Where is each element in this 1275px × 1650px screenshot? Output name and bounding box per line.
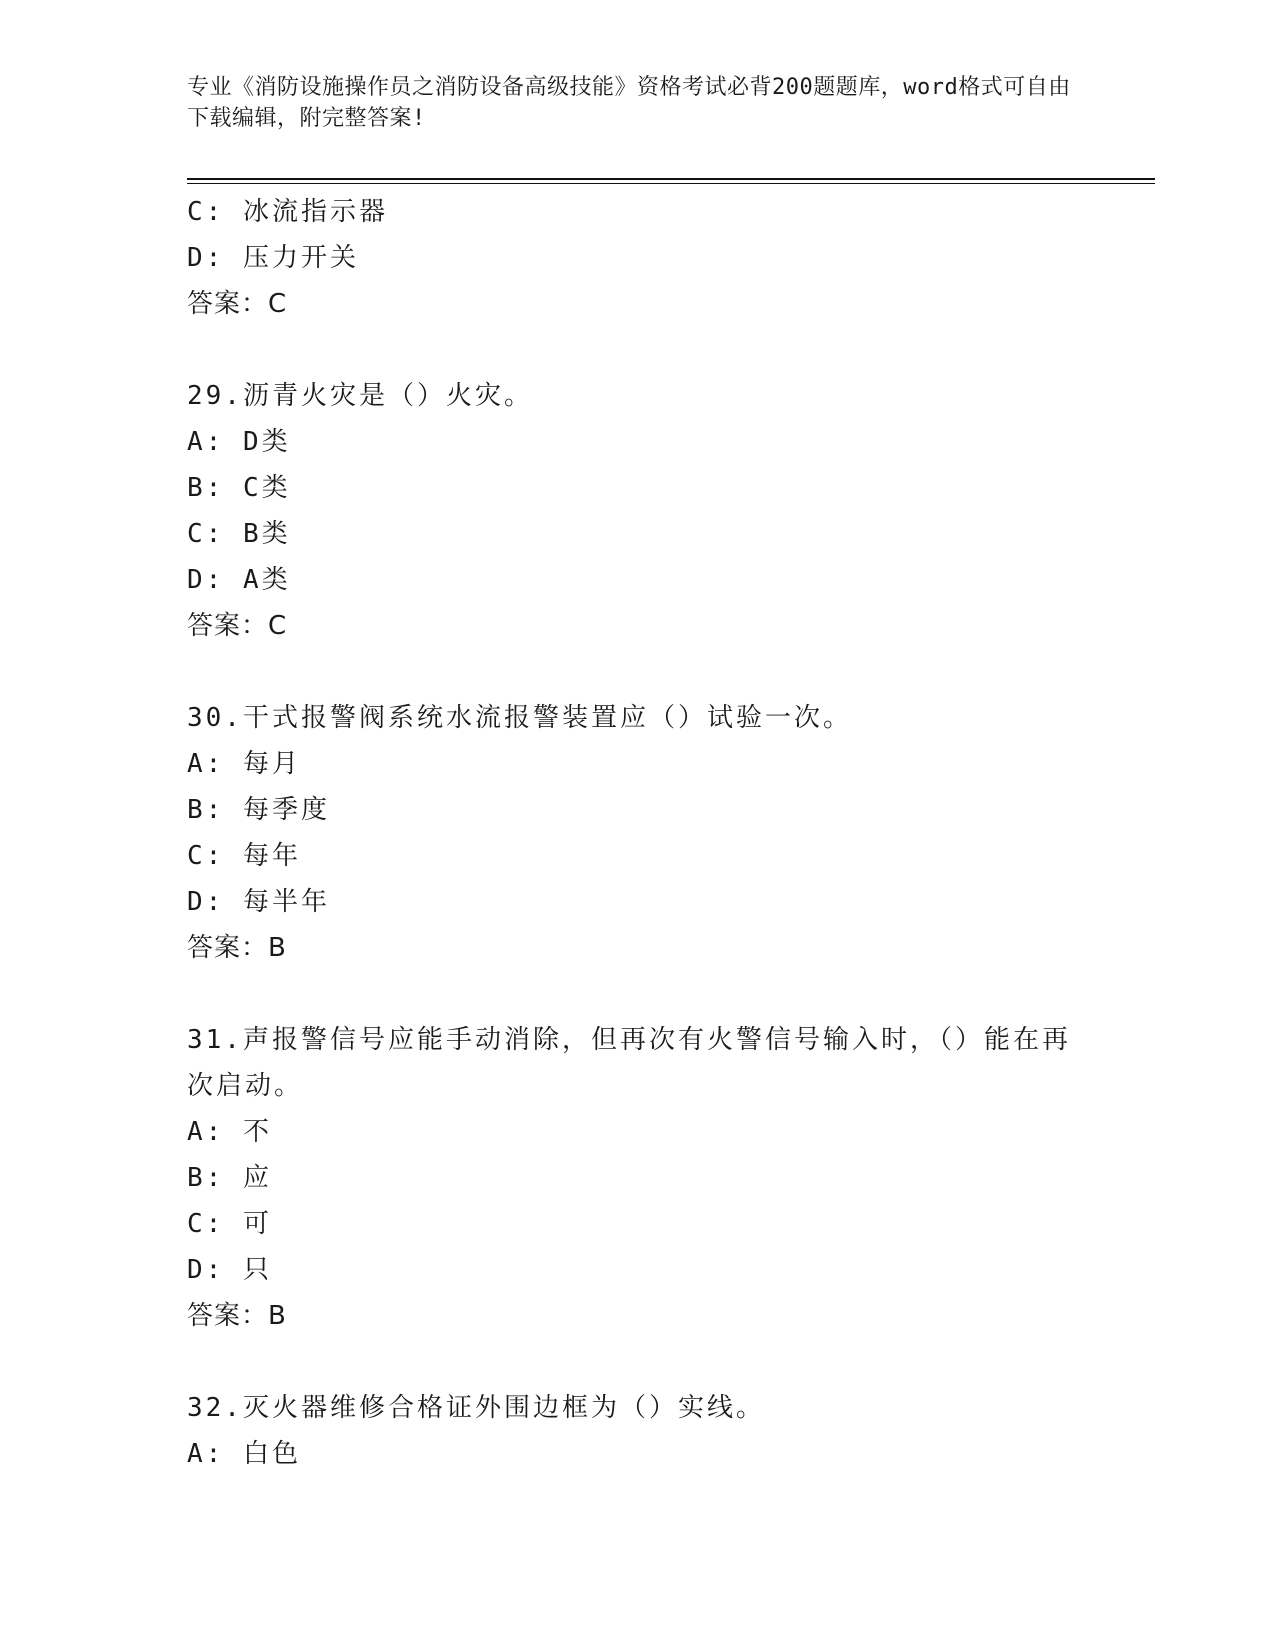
option-text: 可 — [242, 1209, 272, 1239]
option-text: 每半年 — [242, 887, 330, 917]
option-label: A: — [187, 749, 225, 779]
question-stem: 29.沥青火灾是（）火灾。 — [187, 381, 533, 411]
option-a — [187, 419, 1077, 465]
option-label: A: — [187, 427, 225, 457]
option-b — [187, 465, 1077, 511]
option-text: 每年 — [242, 841, 301, 871]
option-c — [187, 189, 1077, 235]
option-text: 应 — [242, 1163, 272, 1193]
option-d — [187, 235, 1077, 281]
option-b — [187, 787, 1077, 833]
option-c — [187, 833, 1077, 879]
spacer — [187, 1339, 1077, 1385]
option-d — [187, 879, 1077, 925]
option-a — [187, 1431, 1077, 1477]
answer-line: 答案：C — [187, 289, 288, 319]
option-label: D: — [187, 887, 225, 917]
option-label: B: — [187, 473, 225, 503]
option-text: 不 — [242, 1117, 272, 1147]
option-text: 每月 — [242, 749, 301, 779]
option-d — [187, 557, 1077, 603]
option-label: C: — [187, 519, 225, 549]
option-label: C: — [187, 841, 225, 871]
option-text: 只 — [242, 1255, 272, 1285]
option-text: 冰流指示器 — [242, 197, 388, 227]
option-label: A: — [187, 1439, 225, 1469]
option-text: 压力开关 — [242, 243, 359, 273]
header-rule-thin — [187, 183, 1155, 184]
option-label: D: — [187, 243, 225, 273]
option-label: D: — [187, 565, 225, 595]
option-text: D类 — [242, 427, 291, 457]
question-stem: 32.灭火器维修合格证外围边框为（）实线。 — [187, 1393, 765, 1423]
question-stem: 31.声报警信号应能手动消除，但再次有火警信号输入时，（）能在再次启动。 — [187, 1025, 1071, 1101]
option-a — [187, 741, 1077, 787]
option-c — [187, 1201, 1077, 1247]
option-text: A类 — [242, 565, 291, 595]
question-content — [187, 189, 1077, 1477]
option-b — [187, 1155, 1077, 1201]
answer-line: 答案：B — [187, 933, 287, 963]
option-text: C类 — [242, 473, 291, 503]
option-text: B类 — [242, 519, 291, 549]
option-label: B: — [187, 1163, 225, 1193]
spacer — [187, 971, 1077, 1017]
option-label: C: — [187, 197, 225, 227]
question-stem: 30.干式报警阀系统水流报警装置应（）试验一次。 — [187, 703, 852, 733]
answer-line: 答案：C — [187, 611, 288, 641]
option-label: A: — [187, 1117, 225, 1147]
option-d — [187, 1247, 1077, 1293]
answer-line: 答案：B — [187, 1301, 287, 1331]
option-label: C: — [187, 1209, 225, 1239]
option-a — [187, 1109, 1077, 1155]
option-text: 白色 — [242, 1439, 301, 1469]
option-label: B: — [187, 795, 225, 825]
option-c — [187, 511, 1077, 557]
spacer — [187, 649, 1077, 695]
spacer — [187, 327, 1077, 373]
document-header: 专业《消防设施操作员之消防设备高级技能》资格考试必背200题题库，word格式可自由下载编辑，附完整答案! — [187, 75, 1071, 131]
option-text: 每季度 — [242, 795, 330, 825]
header-rule-thick — [187, 178, 1155, 180]
option-label: D: — [187, 1255, 225, 1285]
